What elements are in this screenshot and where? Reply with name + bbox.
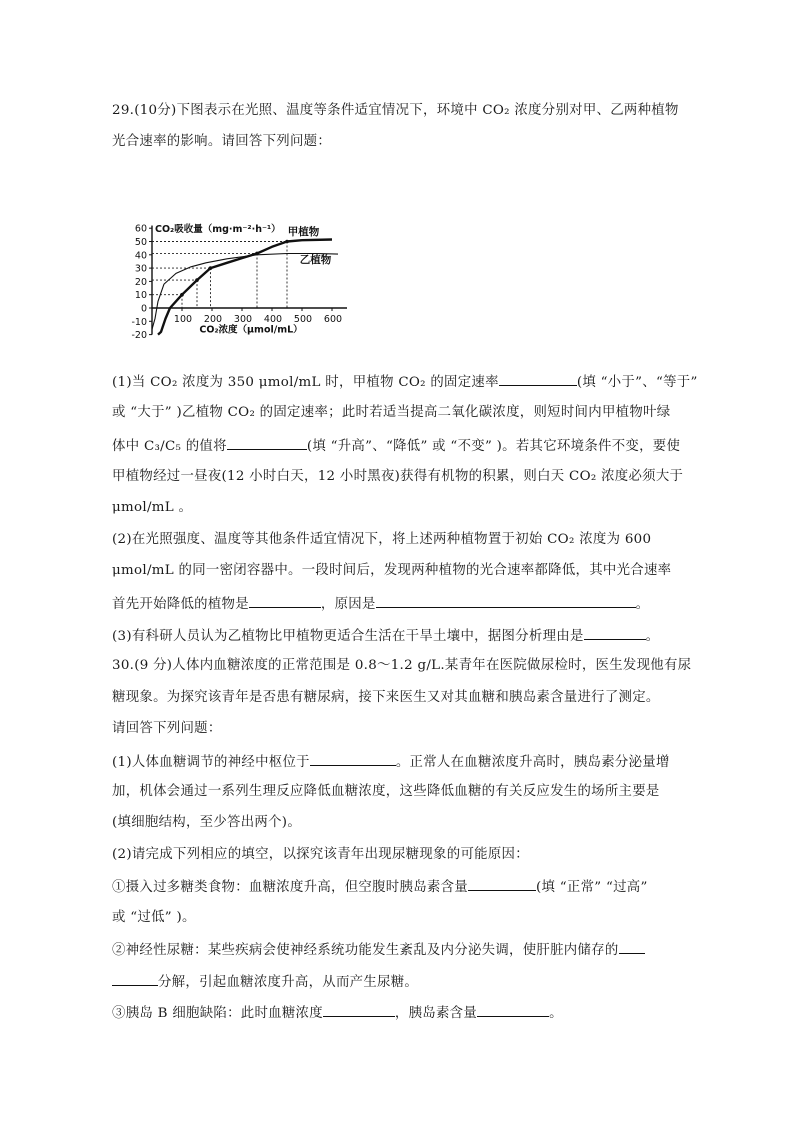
q30-line1: 30.(9 分)人体内血糖浓度的正常范围是 0.8～1.2 g/L.某青年在医院做尿检时，医生发现他有尿 — [112, 658, 692, 673]
q29-p3-line — [112, 625, 659, 647]
answer-blank[interactable] — [227, 435, 307, 450]
co2-absorption-chart — [112, 163, 370, 363]
y-tick-label: 60 — [134, 223, 147, 235]
q30-c1-text-b: (填 “正常” “过高” — [535, 880, 648, 895]
answer-blank[interactable] — [376, 593, 636, 608]
q29-p1-line1 — [112, 371, 698, 393]
q29-p2-line3 — [112, 593, 649, 615]
q29-line1: 29.(10分)下图表示在光照、温度等条件适宜情况下，环境中 CO₂ 浓度分别对甲、乙两种植物 — [112, 103, 679, 118]
q29-p2-line2: μmol/mL 的同一密闭容器中。一段时间后，发现两种植物的光合速率都降低，其中光合速率 — [112, 563, 672, 578]
y-tick-label: 10 — [134, 290, 147, 302]
q30-p1-text-b: 。正常人在血糖浓度升高时，胰岛素分泌量增 — [395, 755, 670, 770]
answer-blank[interactable] — [499, 371, 577, 386]
q29-p3-text-a: (3)有科研人员认为乙植物比甲植物更适合生活在干旱土壤中，据图分析理由是 — [112, 629, 584, 644]
answer-blank[interactable] — [249, 593, 321, 608]
answer-blank[interactable] — [468, 876, 536, 891]
q29-line2: 光合速率的影响。请回答下列问题： — [112, 134, 332, 149]
q30-p1-text-a: (1)人体血糖调节的神经中枢位于 — [112, 755, 310, 770]
q30-c1-line2: 或 “过低” )。 — [112, 910, 196, 925]
series-label-yi: 乙植物 — [299, 253, 332, 266]
q30-p1-line2: 加，机体会通过一系列生理反应降低血糖浓度，这些降低血糖的有关反应发生的场所主要是 — [112, 784, 660, 799]
q30-line3: 请回答下列问题： — [112, 721, 222, 736]
answer-blank[interactable] — [477, 1002, 549, 1017]
answer-blank[interactable] — [112, 971, 158, 986]
y-tick-label: 0 — [140, 303, 147, 315]
q29-p2-text-a: 首先开始降低的植物是 — [112, 597, 249, 612]
q29-p1-line2: 或 “大于” )乙植物 CO₂ 的固定速率；此时若适当提高二氧化碳浓度，则短时间内甲植物叶绿 — [112, 405, 671, 420]
x-tick-label: 100 — [173, 314, 193, 325]
answer-blank[interactable] — [584, 625, 646, 640]
x-axis-label: CO₂浓度（μmol/mL） — [199, 324, 303, 336]
q30-p2-line: (2)请完成下列相应的填空，以探究该青年出现尿糖现象的可能原因： — [112, 847, 529, 862]
q30-c3-line — [112, 1002, 563, 1024]
x-tick-label: 400 — [263, 314, 283, 325]
y-tick-label: 30 — [134, 263, 147, 275]
q30-c1-line1 — [112, 876, 648, 898]
q30-c2-text-b: 分解，引起血糖浓度升高，从而产生尿糖。 — [158, 975, 419, 990]
q30-c1-text-a: ①摄入过多糖类食物：血糖浓度升高，但空腹时胰岛素含量 — [112, 880, 468, 895]
q29-p2-line1: (2)在光照强度、温度等其他条件适宜情况下，将上述两种植物置于初始 CO₂ 浓度为 600 — [112, 532, 652, 547]
x-tick-label: 300 — [233, 314, 253, 325]
y-tick-label: 40 — [134, 250, 147, 262]
series-label-jia: 甲植物 — [287, 225, 320, 238]
y-tick-label: -20 — [131, 330, 147, 342]
q29-p1-line4: 甲植物经过一昼夜(12 小时白天，12 小时黑夜)获得有机物的积累，则白天 CO₂ 浓度必须大于 — [112, 469, 684, 484]
x-tick-label: 200 — [203, 314, 223, 325]
x-tick-label: 600 — [323, 314, 343, 325]
y-tick-label: 50 — [134, 237, 147, 248]
q30-c2-text-a: ②神经性尿糖：某些疾病会使神经系统功能发生紊乱及内分泌失调，使肝脏内储存的 — [112, 943, 619, 958]
q30-c2-line1 — [112, 939, 645, 961]
q30-c3-text-c: 。 — [549, 1006, 563, 1021]
q30-c3-text-b: ，胰岛素含量 — [394, 1006, 478, 1021]
q29-p1-text-c: 体中 C₃/C₅ 的值将 — [112, 439, 227, 454]
q29-p1-line5: μmol/mL 。 — [112, 500, 193, 515]
q30-p1-line3: (填细胞结构，至少答出两个)。 — [112, 815, 302, 830]
q30-c3-text-a: ③胰岛 B 细胞缺陷：此时血糖浓度 — [112, 1006, 323, 1021]
q29-p2-text-c: 。 — [635, 597, 650, 612]
q30-c2-line2 — [112, 971, 418, 993]
answer-blank[interactable] — [323, 1002, 395, 1017]
chart-title: CO₂吸收量（mg·m⁻²·h⁻¹） — [155, 224, 281, 236]
q29-p2-text-b: ，原因是 — [320, 597, 376, 612]
q29-p1-line3 — [112, 435, 680, 457]
q30-line2: 糖现象。为探究该青年是否患有糖尿病，接下来医生又对其血糖和胰岛素含量进行了测定。 — [112, 690, 660, 705]
y-tick-label: -10 — [131, 316, 147, 328]
q29-p1-text-a: (1)当 CO₂ 浓度为 350 μmol/mL 时，甲植物 CO₂ 的固定速率 — [112, 375, 499, 390]
x-tick-label: 500 — [293, 314, 313, 325]
q29-p1-text-d: (填 “升高”、“降低” 或 “不变” )。若其它环境条件不变，要使 — [306, 439, 681, 454]
answer-blank[interactable] — [619, 939, 645, 954]
q29-p3-text-b: 。 — [645, 629, 660, 644]
q30-p1-line1 — [112, 751, 670, 773]
q29-p1-text-b: (填 “小于”、“等于” — [576, 375, 698, 390]
y-tick-label: 20 — [134, 276, 147, 288]
answer-blank[interactable] — [310, 751, 396, 766]
